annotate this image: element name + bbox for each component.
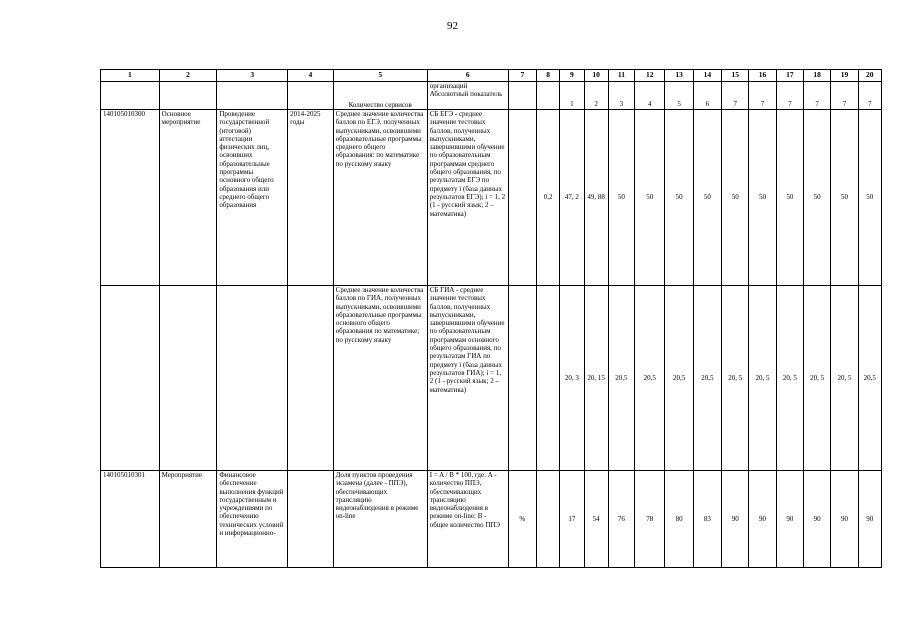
row-value: 90 <box>776 471 803 568</box>
header-cell: 14 <box>693 70 721 82</box>
row-unit <box>508 110 536 286</box>
header-row <box>101 70 882 82</box>
row-name: Проведение государственной (итоговой) аттестации физических лиц, освоивших образовательные программы основного общего образования или среднего общего образования <box>217 110 288 286</box>
subheader-value: 1 <box>560 82 584 110</box>
row-type: Основное мероприятие <box>159 110 217 286</box>
row-value: 83 <box>693 471 721 568</box>
row-value <box>536 286 559 471</box>
row-value: 54 <box>584 471 608 568</box>
table-cell <box>101 82 160 110</box>
row-value: 50 <box>665 110 693 286</box>
row-value: 49, 88 <box>584 110 608 286</box>
row-value: 20,5 <box>665 286 693 471</box>
header-cell: 16 <box>749 70 776 82</box>
header-cell: 9 <box>560 70 584 82</box>
table-cell <box>508 82 536 110</box>
table-cell <box>288 82 334 110</box>
subheader-row <box>101 82 882 110</box>
header-cell: 11 <box>608 70 634 82</box>
row-value: 20,5 <box>608 286 634 471</box>
row-value: 50 <box>608 110 634 286</box>
row-indicator: Среднее значение количества баллов по ЕГЭ, полученных выпускниками, освоившими образовательные программы среднего общего образования: по математике по русскому языку <box>333 110 427 286</box>
row-value: 20,5 <box>635 286 665 471</box>
header-cell: 20 <box>858 70 881 82</box>
row-indicator: Среднее значение количества баллов по ГИА, полученных выпускниками, освоившими образовательные программы основного общего образования по математике; по русскому языку <box>333 286 427 471</box>
subheader-formula-top: организаций <box>429 82 468 90</box>
subheader-value: 3 <box>608 82 634 110</box>
subheader-value: 4 <box>635 82 665 110</box>
row-value: 47, 2 <box>560 110 584 286</box>
row-code: 140105010300 <box>101 110 160 286</box>
row-value: 78 <box>635 471 665 568</box>
row-value: 50 <box>803 110 830 286</box>
row-value: 20, 5 <box>749 286 776 471</box>
row-value: 20, 5 <box>831 286 858 471</box>
row-code: 140105010301 <box>101 471 160 568</box>
row-value: 20, 5 <box>722 286 749 471</box>
report-table <box>100 69 882 568</box>
row-value: 20, 15 <box>584 286 608 471</box>
row-value: 50 <box>722 110 749 286</box>
header-cell: 1 <box>101 70 160 82</box>
row-name <box>217 286 288 471</box>
header-cell: 15 <box>722 70 749 82</box>
row-value: 90 <box>749 471 776 568</box>
table-cell <box>536 82 559 110</box>
row-value: 17 <box>560 471 584 568</box>
header-cell: 5 <box>333 70 427 82</box>
header-cell: 7 <box>508 70 536 82</box>
subheader-value: 7 <box>749 82 776 110</box>
row-value: 50 <box>693 110 721 286</box>
row-value: 90 <box>803 471 830 568</box>
header-cell: 2 <box>159 70 217 82</box>
header-cell: 6 <box>427 70 508 82</box>
row-value: 90 <box>722 471 749 568</box>
header-cell: 18 <box>803 70 830 82</box>
header-cell: 19 <box>831 70 858 82</box>
row-period <box>288 286 334 471</box>
row-value: 20, 3 <box>560 286 584 471</box>
subheader-indicator: Количество сервисов <box>348 100 412 109</box>
header-cell: 12 <box>635 70 665 82</box>
row-value: 20, 5 <box>776 286 803 471</box>
table-cell <box>159 82 217 110</box>
row-formula: СБ ГИА - среднее значение тестовых баллов, полученных выпускниками, завершившими обучение по образовательным программам основного общего образования, по результатам ГИА по предмету i (база данных результатов ГИА); i = 1, 2 (1 - русский язык; 2 – математика) <box>427 286 508 471</box>
row-period <box>288 471 334 568</box>
subheader-formula-bottom: Абсолютный показатель <box>429 90 503 99</box>
row-period: 2014-2025 годы <box>288 110 334 286</box>
row-value: 50 <box>749 110 776 286</box>
row-unit: % <box>508 471 536 568</box>
row-value: 76 <box>608 471 634 568</box>
subheader-value: 6 <box>693 82 721 110</box>
row-value: 20,5 <box>858 286 881 471</box>
subheader-value: 7 <box>803 82 830 110</box>
row-value: 90 <box>858 471 881 568</box>
header-cell: 4 <box>288 70 334 82</box>
header-cell: 13 <box>665 70 693 82</box>
row-unit <box>508 286 536 471</box>
row-value: 20, 5 <box>803 286 830 471</box>
row-value: 50 <box>831 110 858 286</box>
row-type <box>159 286 217 471</box>
row-value: 50 <box>776 110 803 286</box>
row-value: 0,2 <box>536 110 559 286</box>
row-name: Финансовое обеспечение выполнения функций государственным и учреждениями по обеспечению технических условий и информационно- <box>217 471 288 568</box>
header-cell: 10 <box>584 70 608 82</box>
row-value: 20,5 <box>693 286 721 471</box>
table-row <box>101 286 882 471</box>
row-value: 80 <box>665 471 693 568</box>
header-cell: 8 <box>536 70 559 82</box>
header-cell: 3 <box>217 70 288 82</box>
row-value: 90 <box>831 471 858 568</box>
table-cell <box>333 82 427 110</box>
subheader-value: 7 <box>858 82 881 110</box>
header-cell: 17 <box>776 70 803 82</box>
row-value: 50 <box>635 110 665 286</box>
table-row <box>101 471 882 568</box>
table-cell <box>427 82 508 110</box>
page-number: 92 <box>447 20 458 32</box>
row-indicator: Доля пунктов проведения экзамена (далее - ППЭ), обеспечивающих трансляцию видеонаблюдения в режиме on-line <box>333 471 427 568</box>
table-cell <box>217 82 288 110</box>
row-code <box>101 286 160 471</box>
subheader-value: 7 <box>776 82 803 110</box>
row-formula: I = A / B * 100, где: A - количество ППЭ, обеспечивающих трансляцию видеонаблюдения в режиме on-line; B - общее количество ППЭ <box>427 471 508 568</box>
row-formula: СБ ЕГЭ - среднее значение тестовых баллов, полученных выпускниками, завершившими обучение по образовательным программам среднего общего образования, по результатам ЕГЭ по предмету i (база данных результатов ЕГЭ); i = 1, 2 (1 - русский язык; 2 – математика) <box>427 110 508 286</box>
row-type: Мероприятие <box>159 471 217 568</box>
table-row <box>101 110 882 286</box>
subheader-value: 7 <box>722 82 749 110</box>
subheader-value: 2 <box>584 82 608 110</box>
subheader-value: 5 <box>665 82 693 110</box>
subheader-value: 7 <box>831 82 858 110</box>
row-value <box>536 471 559 568</box>
row-value: 50 <box>858 110 881 286</box>
